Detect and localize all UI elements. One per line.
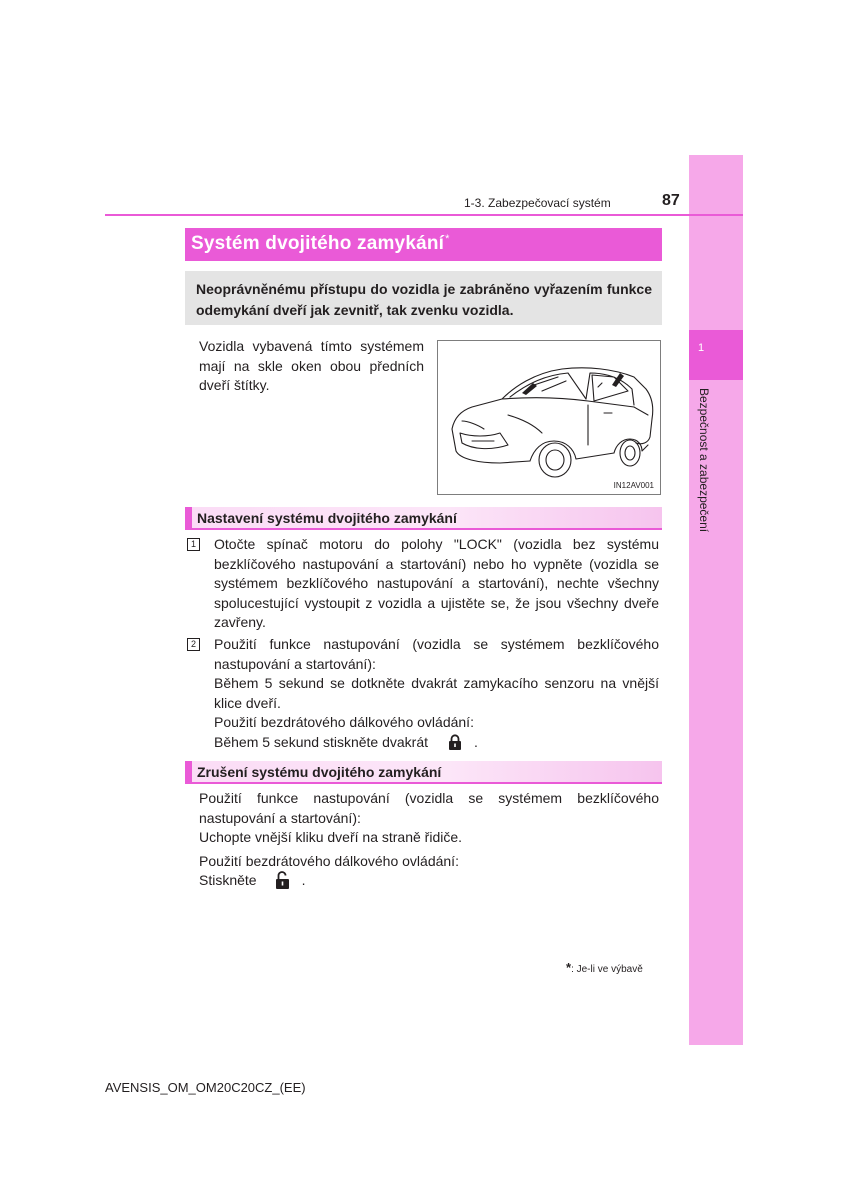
figure-code: IN12AV001 [613, 481, 654, 490]
cancel-line-text: Stiskněte [199, 872, 257, 888]
cancel-line-end: . [301, 872, 306, 888]
cancel-line [199, 871, 659, 891]
step-line-text: Během 5 sekund stiskněte dvakrát [214, 733, 429, 750]
car-illustration [437, 340, 661, 495]
step-line [214, 733, 659, 753]
step-text: Otočte spínač motoru do polohy "LOCK" (vozidla bez systému bezklíčového nastupování a startování) nebo ho vypněte (vozidla se systémem bezklíčového nastupování a startování), nechte všechny spolucestující vystoupit z vozidla a ujistěte se, že jsou všechny dveře zavřeny. [214, 536, 659, 630]
footnote [566, 960, 643, 975]
setup-step-1 [187, 535, 659, 633]
cancel-line: Uchopte vnější kliku dveří na straně řidiče. [199, 829, 463, 845]
cancel-line: Použití funkce nastupování (vozidla se systémem bezklíčového nastupování a startování): [199, 790, 659, 826]
section-reference: 1-3. Zabezpečovací systém [464, 196, 611, 210]
step-line: Použití funkce nastupování (vozidla se systémem bezklíčového nastupování a startování): [214, 636, 659, 672]
cancel-instructions [199, 789, 659, 891]
step-line: Použití bezdrátového dálkového ovládání: [214, 714, 474, 730]
title-bar [185, 228, 662, 261]
cancel-section-heading: Zrušení systému dvojitého zamykání [185, 761, 662, 784]
unlock-icon [275, 871, 290, 889]
setup-section-heading: Nastavení systému dvojitého zamykání [185, 507, 662, 530]
cancel-line: Použití bezdrátového dálkového ovládání: [199, 852, 459, 869]
step-number-badge: 2 [187, 638, 200, 651]
step-number-badge: 1 [187, 538, 200, 551]
chapter-number: 1 [697, 342, 705, 354]
title-footnote-marker: * [445, 233, 450, 245]
intro-paragraph: Vozidla vybavená tímto systémem mají na skle oken obou předních dveří štítky. [199, 338, 424, 393]
step-line: Během 5 sekund se dotkněte dvakrát zamykacího senzoru na vnější klice dveří. [214, 675, 659, 711]
header-divider [105, 214, 743, 216]
footnote-marker: * [566, 960, 572, 975]
chapter-label: Bezpečnost a zabezpečení [697, 388, 711, 533]
car-drawing [438, 341, 662, 496]
intro-summary-box: Neoprávněnému přístupu do vozidla je zabráněno vyřazením funkce odemykání dveří jak zevnitř, tak zvenku vozidla. [185, 271, 662, 325]
side-chapter-tab [689, 155, 743, 1045]
page-title: Systém dvojitého zamykání [191, 233, 445, 254]
document-footer: AVENSIS_OM_OM20C20CZ_(EE) [105, 1080, 306, 1095]
setup-step-2 [187, 635, 659, 752]
step-line-end: . [474, 733, 478, 750]
footnote-text: : Je-li ve výbavě [571, 964, 643, 975]
step-text [214, 635, 659, 752]
page-number: 87 [662, 192, 680, 209]
lock-icon [448, 734, 462, 750]
side-chapter-tab-active [689, 330, 743, 380]
